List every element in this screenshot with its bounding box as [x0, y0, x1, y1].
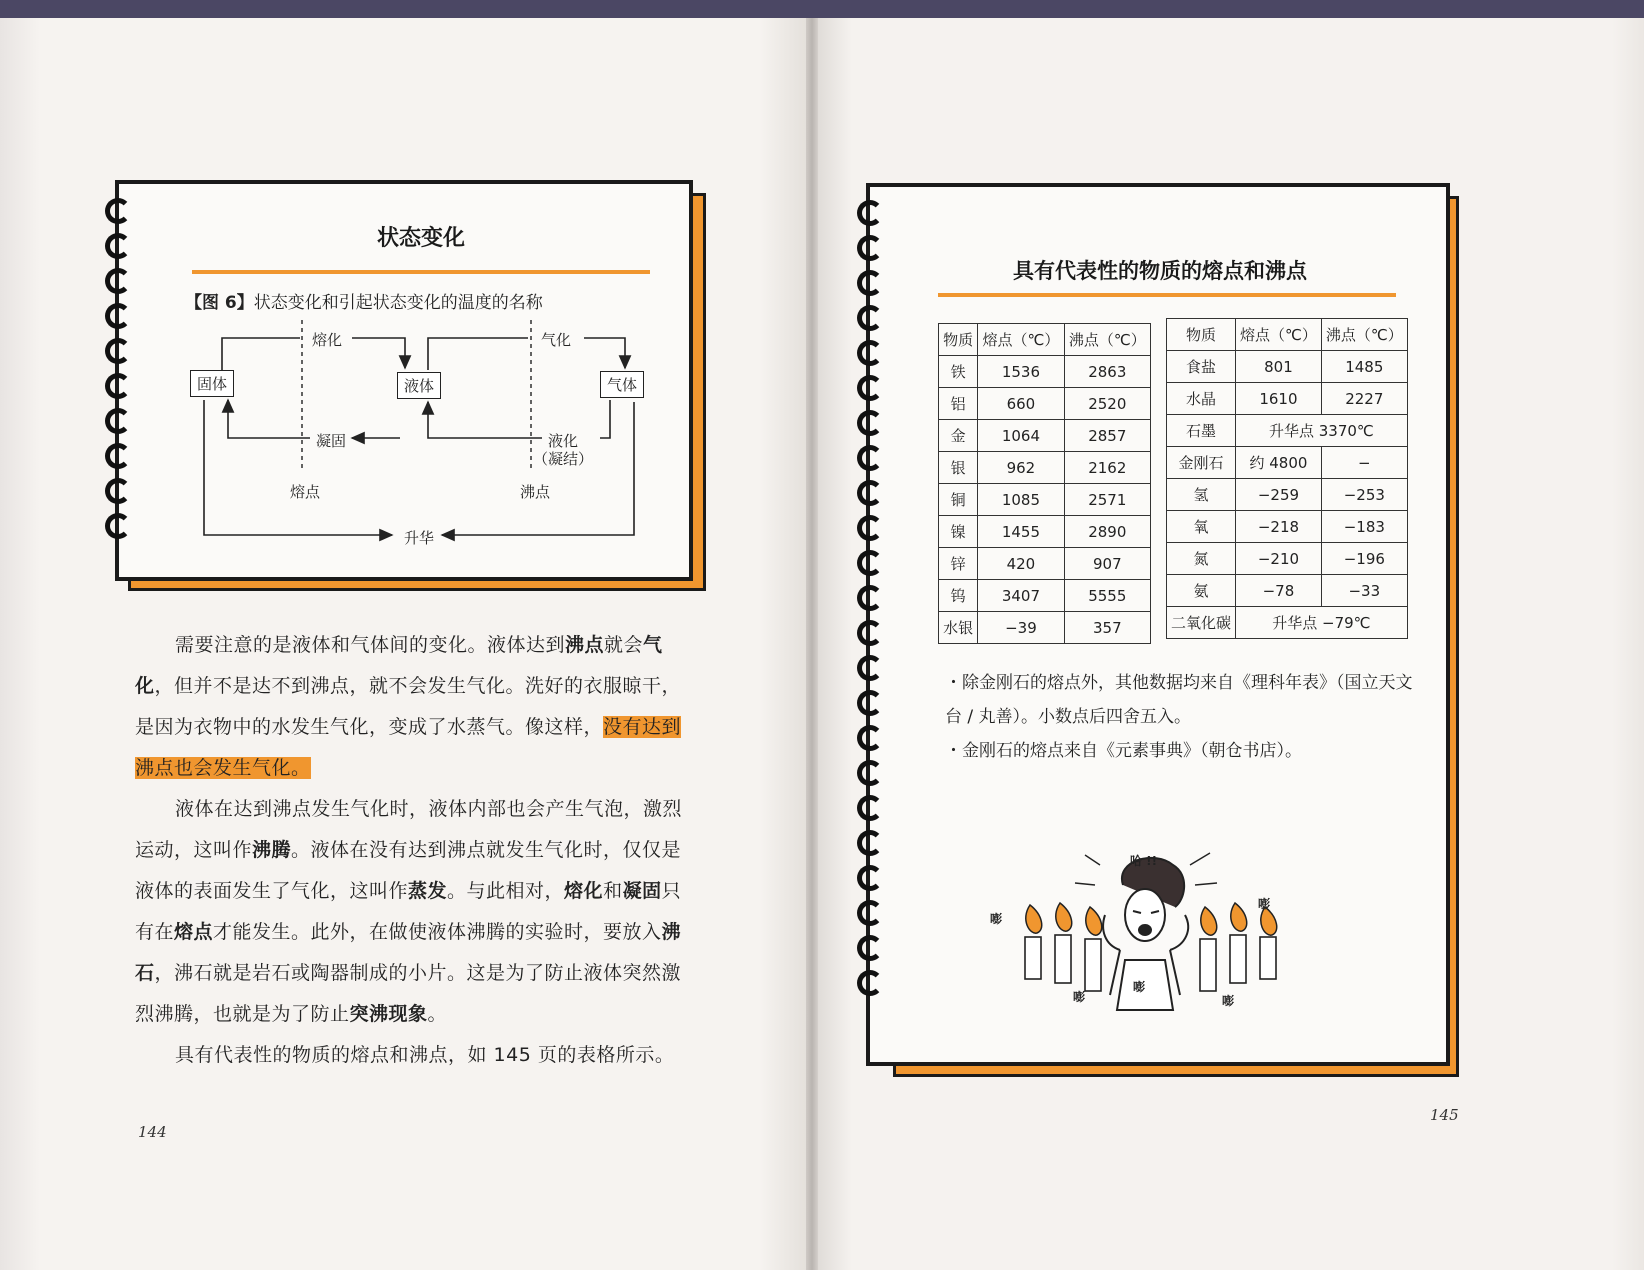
- bold-term: 沸点: [565, 634, 605, 656]
- page-number-144: 144: [138, 1123, 167, 1141]
- table-cell: 2857: [1064, 420, 1150, 452]
- source-notes: [945, 666, 1415, 768]
- column-header: 熔点（℃）: [1236, 319, 1322, 351]
- figure-caption-text: 状态变化和引起状态变化的温度的名称: [253, 293, 543, 313]
- table-cell: −253: [1321, 479, 1407, 511]
- table-cell: 升华点 −79℃: [1236, 607, 1408, 639]
- table-cell: 石墨: [1167, 415, 1236, 447]
- table-cell: 1455: [978, 516, 1064, 548]
- table-cell: −218: [1236, 511, 1322, 543]
- highlighted-text: 没有达到沸点也会发生气化。: [135, 716, 682, 779]
- table-cell: 2520: [1064, 388, 1150, 420]
- table-cell: −78: [1236, 575, 1322, 607]
- table-row: [1167, 351, 1408, 383]
- melting-point-label: 熔点: [290, 483, 321, 501]
- vaporizing-label: 气化: [541, 331, 572, 349]
- table-cell: 水银: [939, 612, 978, 644]
- text-run: 需要注意的是液体和气体间的变化。液体达到: [175, 634, 566, 656]
- table-cell: 金: [939, 420, 978, 452]
- table-row: [1167, 383, 1408, 415]
- table-row: [1167, 415, 1408, 447]
- book-gutter: [806, 18, 818, 1270]
- table-cell: 铁: [939, 356, 978, 388]
- body-paragraph: [135, 789, 695, 1035]
- table-row: [1167, 511, 1408, 543]
- bold-term: 蒸发: [408, 880, 448, 902]
- melting-label: 熔化: [312, 331, 343, 349]
- right-title-rule: [938, 293, 1396, 297]
- table-row: [939, 388, 1151, 420]
- table-cell: 钨: [939, 580, 978, 612]
- table-cell: 升华点 3370℃: [1236, 415, 1408, 447]
- text-run: 。液体在没有达到沸点就发生气化时，仅仅是液体的表面发生了气化，这叫作: [135, 839, 682, 902]
- bold-term: 熔化: [564, 880, 604, 902]
- table-cell: 食盐: [1167, 351, 1236, 383]
- solidifying-label: 凝固: [316, 432, 347, 450]
- table-cell: −39: [978, 612, 1064, 644]
- bold-term: 沸腾: [252, 839, 292, 861]
- column-header: 物质: [1167, 319, 1236, 351]
- table-row: [1167, 575, 1408, 607]
- table-cell: 2162: [1064, 452, 1150, 484]
- body-text: [135, 625, 695, 1076]
- hiss-sfx: 嘭: [990, 912, 1003, 926]
- column-header: 物质: [939, 324, 978, 356]
- table-cell: 420: [978, 548, 1064, 580]
- table-cell: 2571: [1064, 484, 1150, 516]
- table-cell: 金刚石: [1167, 447, 1236, 479]
- figure-caption: [185, 288, 543, 313]
- figure-label: 【图 6】: [185, 293, 254, 313]
- text-run: ，沸石就是岩石或陶器制成的小片。这是为了防止液体突然激烈沸腾，也就是为了防止: [135, 962, 682, 1025]
- startled-person-candles-illustration: [1005, 845, 1295, 1020]
- table-cell: −183: [1321, 511, 1407, 543]
- table-cell: 2863: [1064, 356, 1150, 388]
- table-cell: 氧: [1167, 511, 1236, 543]
- condensing-label: （凝结）: [533, 450, 594, 468]
- text-run: 具有代表性的物质的熔点和沸点，如 145 页的表格所示。: [175, 1044, 675, 1066]
- table-cell: 银: [939, 452, 978, 484]
- table-row: [939, 484, 1151, 516]
- table-cell: 氢: [1167, 479, 1236, 511]
- melting-boiling-table-left: [938, 323, 1151, 644]
- sublimation-label: 升华: [404, 529, 435, 547]
- table-cell: 铝: [939, 388, 978, 420]
- text-run: 液体在达到沸点发生气化时，液体内部也会产生气泡，激烈运动，这叫作: [135, 798, 683, 861]
- state-change-title: 状态变化: [377, 226, 466, 251]
- column-header: 沸点（℃）: [1064, 324, 1150, 356]
- liquid-state-box: 液体: [397, 372, 441, 399]
- solid-state-box: 固体: [190, 370, 234, 397]
- table-row: [939, 580, 1151, 612]
- table-cell: −33: [1321, 575, 1407, 607]
- table-cell: 氨: [1167, 575, 1236, 607]
- hiss-sfx: 嘭: [1258, 897, 1271, 911]
- table-cell: 2227: [1321, 383, 1407, 415]
- bold-term: 突沸现象: [349, 1003, 428, 1025]
- bold-term: 气化: [135, 634, 663, 697]
- liquefying-label: 液化: [548, 432, 579, 450]
- table-row: [939, 420, 1151, 452]
- table-row: [1167, 447, 1408, 479]
- table-cell: 锌: [939, 548, 978, 580]
- right-notebook-spiral: [857, 200, 891, 1005]
- hiss-sfx: 嘭: [1133, 980, 1146, 994]
- hiss-sfx: 嘭: [1222, 994, 1235, 1008]
- table-header-row: [939, 324, 1151, 356]
- hiss-sfx: 嘭: [1073, 990, 1086, 1004]
- text-run: 就会: [604, 634, 644, 656]
- bold-term: 凝固: [622, 880, 662, 902]
- source-note: ・金刚石的熔点来自《元素事典》（朝仓书店）。: [945, 741, 1302, 761]
- body-paragraph: [135, 625, 695, 789]
- table-row: [939, 548, 1151, 580]
- bold-term: 熔点: [174, 921, 214, 943]
- column-header: 沸点（℃）: [1321, 319, 1407, 351]
- table-row: [939, 452, 1151, 484]
- table-cell: −: [1321, 447, 1407, 479]
- page-number-145: 145: [1430, 1106, 1459, 1124]
- table-cell: 镍: [939, 516, 978, 548]
- table-cell: 1064: [978, 420, 1064, 452]
- table-cell: 962: [978, 452, 1064, 484]
- text-run: 和: [603, 880, 623, 902]
- table-cell: 801: [1236, 351, 1322, 383]
- text-run: 只有在: [135, 880, 682, 943]
- table-cell: 1610: [1236, 383, 1322, 415]
- table-row: [1167, 607, 1408, 639]
- table-row: [1167, 543, 1408, 575]
- table-cell: 二氧化碳: [1167, 607, 1236, 639]
- table-cell: −196: [1321, 543, 1407, 575]
- table-cell: 907: [1064, 548, 1150, 580]
- melting-boiling-title: 具有代表性的物质的熔点和沸点: [1013, 259, 1307, 283]
- table-row: [939, 516, 1151, 548]
- table-cell: −259: [1236, 479, 1322, 511]
- text-run: ，但并不是达不到沸点，就不会发生气化。洗好的衣服晾干，是因为衣物中的水发生气化，变成了水蒸气。像这样，: [135, 675, 682, 738]
- shout-sfx: 哈 !!: [1130, 854, 1158, 868]
- table-cell: 2890: [1064, 516, 1150, 548]
- text-run: 才能发生。此外，在做使液体沸腾的实验时，要放入: [213, 921, 662, 943]
- table-cell: 357: [1064, 612, 1150, 644]
- table-cell: 约 4800: [1236, 447, 1322, 479]
- table-cell: 660: [978, 388, 1064, 420]
- melting-boiling-table-right: [1166, 318, 1408, 639]
- text-run: 。: [427, 1003, 448, 1025]
- table-cell: 1085: [978, 484, 1064, 516]
- table-header-row: [1167, 319, 1408, 351]
- text-run: 。与此相对，: [447, 880, 565, 902]
- table-cell: 3407: [978, 580, 1064, 612]
- table-cell: 铜: [939, 484, 978, 516]
- source-note: ・除金刚石的熔点外，其他数据均来自《理科年表》（国立天文台 / 丸善）。小数点后四舍五入。: [945, 673, 1413, 727]
- table-row: [939, 356, 1151, 388]
- body-paragraph: [135, 1035, 695, 1076]
- table-row: [1167, 479, 1408, 511]
- bold-term: 沸石: [135, 921, 682, 984]
- table-cell: 5555: [1064, 580, 1150, 612]
- table-cell: 氮: [1167, 543, 1236, 575]
- table-row: [939, 612, 1151, 644]
- left-title-rule: [192, 270, 650, 274]
- table-cell: −210: [1236, 543, 1322, 575]
- table-cell: 1485: [1321, 351, 1407, 383]
- table-cell: 1536: [978, 356, 1064, 388]
- table-cell: 水晶: [1167, 383, 1236, 415]
- column-header: 熔点（℃）: [978, 324, 1064, 356]
- boiling-point-label: 沸点: [520, 483, 551, 501]
- gas-state-box: 气体: [600, 371, 644, 398]
